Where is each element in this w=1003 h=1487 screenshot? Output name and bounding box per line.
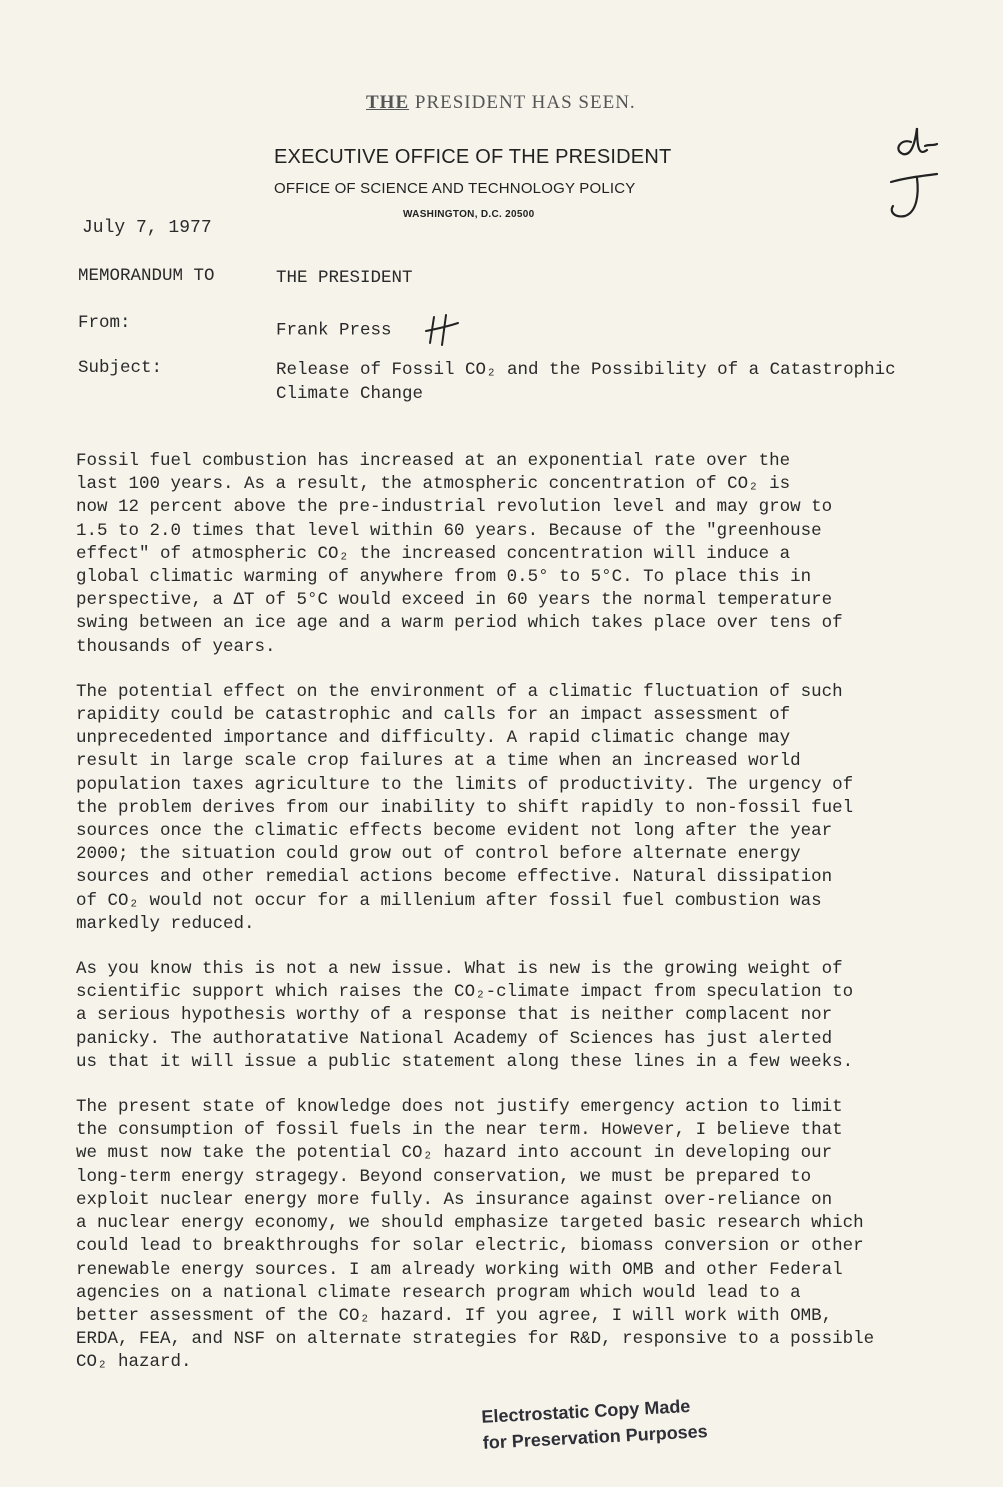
- to-label: MEMORANDUM TO: [78, 266, 215, 286]
- from-value: Frank Press: [276, 320, 392, 341]
- office-title: EXECUTIVE OFFICE OF THE PRESIDENT: [274, 146, 672, 168]
- body-paragraph-4: The present state of knowledge does not justify emergency action to limit the consumption of fossil fuels in the near term. However, I believe that we must now take the potential CO₂ hazard into account in developing our long-term energy stragegy. Beyond conservation, we must be prepared to exploit nuclear energy more fully. As insurance against over-reliance on a nuclear energy economy, we should emphasize targeted basic research which could lead to breakthroughs for solar electric, biomass conversion or other renewable energy sources. I am already working with OMB and other Federal agencies on a national climate research program which would lead to a better assessment of the CO₂ hazard. If you agree, I will work with OMB, ERDA, FEA, and NSF on alternate strategies for R&D, responsive to a possible CO₂ hazard.: [76, 1097, 875, 1373]
- body-paragraph-3: As you know this is not a new issue. What is new is the growing weight of scientific support which raises the CO₂-climate impact from speculation to a serious hypothesis worthy of a response that is neither complacent nor panicky. The authoratative National Academy of Sciences has just alerted us that it will issue a public statement along these lines in a few weeks.: [76, 959, 854, 1072]
- office-address: WASHINGTON, D.C. 20500: [403, 209, 535, 220]
- initial-signature: [422, 313, 462, 347]
- body-paragraph-2: The potential effect on the environment of a climatic fluctuation of such rapidity could be catastrophic and calls for an impact assessment of unprecedented importance and difficulty. A rapid climatic change may result in large scale crop failures at a time when an increased world population taxes agriculture to the limits of productivity. The urgency of the problem derives from our inability to shift rapidly to non-fossil fuel sources once the climatic effects become evident not long after the year 2000; the situation could grow out of control before alternate energy sources and other remedial actions become effective. Natural dissipation of CO₂ would not occur for a millenium after fossil fuel combustion was markedly reduced.: [76, 681, 854, 934]
- president-seen-stamp: [366, 92, 636, 114]
- suboffice-title: OFFICE OF SCIENCE AND TECHNOLOGY POLICY: [274, 180, 636, 197]
- stamp-text: PRESIDENT HAS SEEN.: [409, 92, 636, 113]
- letterhead: [274, 146, 734, 220]
- from-value-wrap: [276, 313, 462, 347]
- body-paragraph-1: Fossil fuel combustion has increased at an exponential rate over the last 100 years. As a result, the atmospheric concentration of CO₂ is now 12 percent above the pre-industrial revolution level and may grow to 1.5 to 2.0 times that level within 60 years. Because of the "greenhouse effect" of atmospheric CO₂ the increased concentration will induce a global climatic warming of anywhere from 0.5° to 5°C. To place this in perspective, a ΔT of 5°C would exceed in 60 years the normal temperature swing between an ice age and a warm period which takes place over tens of thousands of years.: [76, 451, 843, 657]
- stamp-prefix: THE: [366, 92, 410, 113]
- memo-body: [76, 450, 966, 1397]
- memo-date: July 7, 1977: [82, 218, 212, 238]
- to-value: THE PRESIDENT: [276, 268, 413, 288]
- subject-value: Release of Fossil CO₂ and the Possibility of a Catastrophic Climate Change: [276, 360, 896, 404]
- subject-label: Subject:: [78, 358, 163, 378]
- handwritten-initials: [881, 120, 941, 230]
- from-label: From:: [78, 313, 131, 333]
- preservation-stamp-line1: Electrostatic Copy Made: [480, 1395, 691, 1427]
- preservation-stamp: [481, 1392, 709, 1456]
- preservation-stamp-line2: for Preservation Purposes: [482, 1421, 709, 1453]
